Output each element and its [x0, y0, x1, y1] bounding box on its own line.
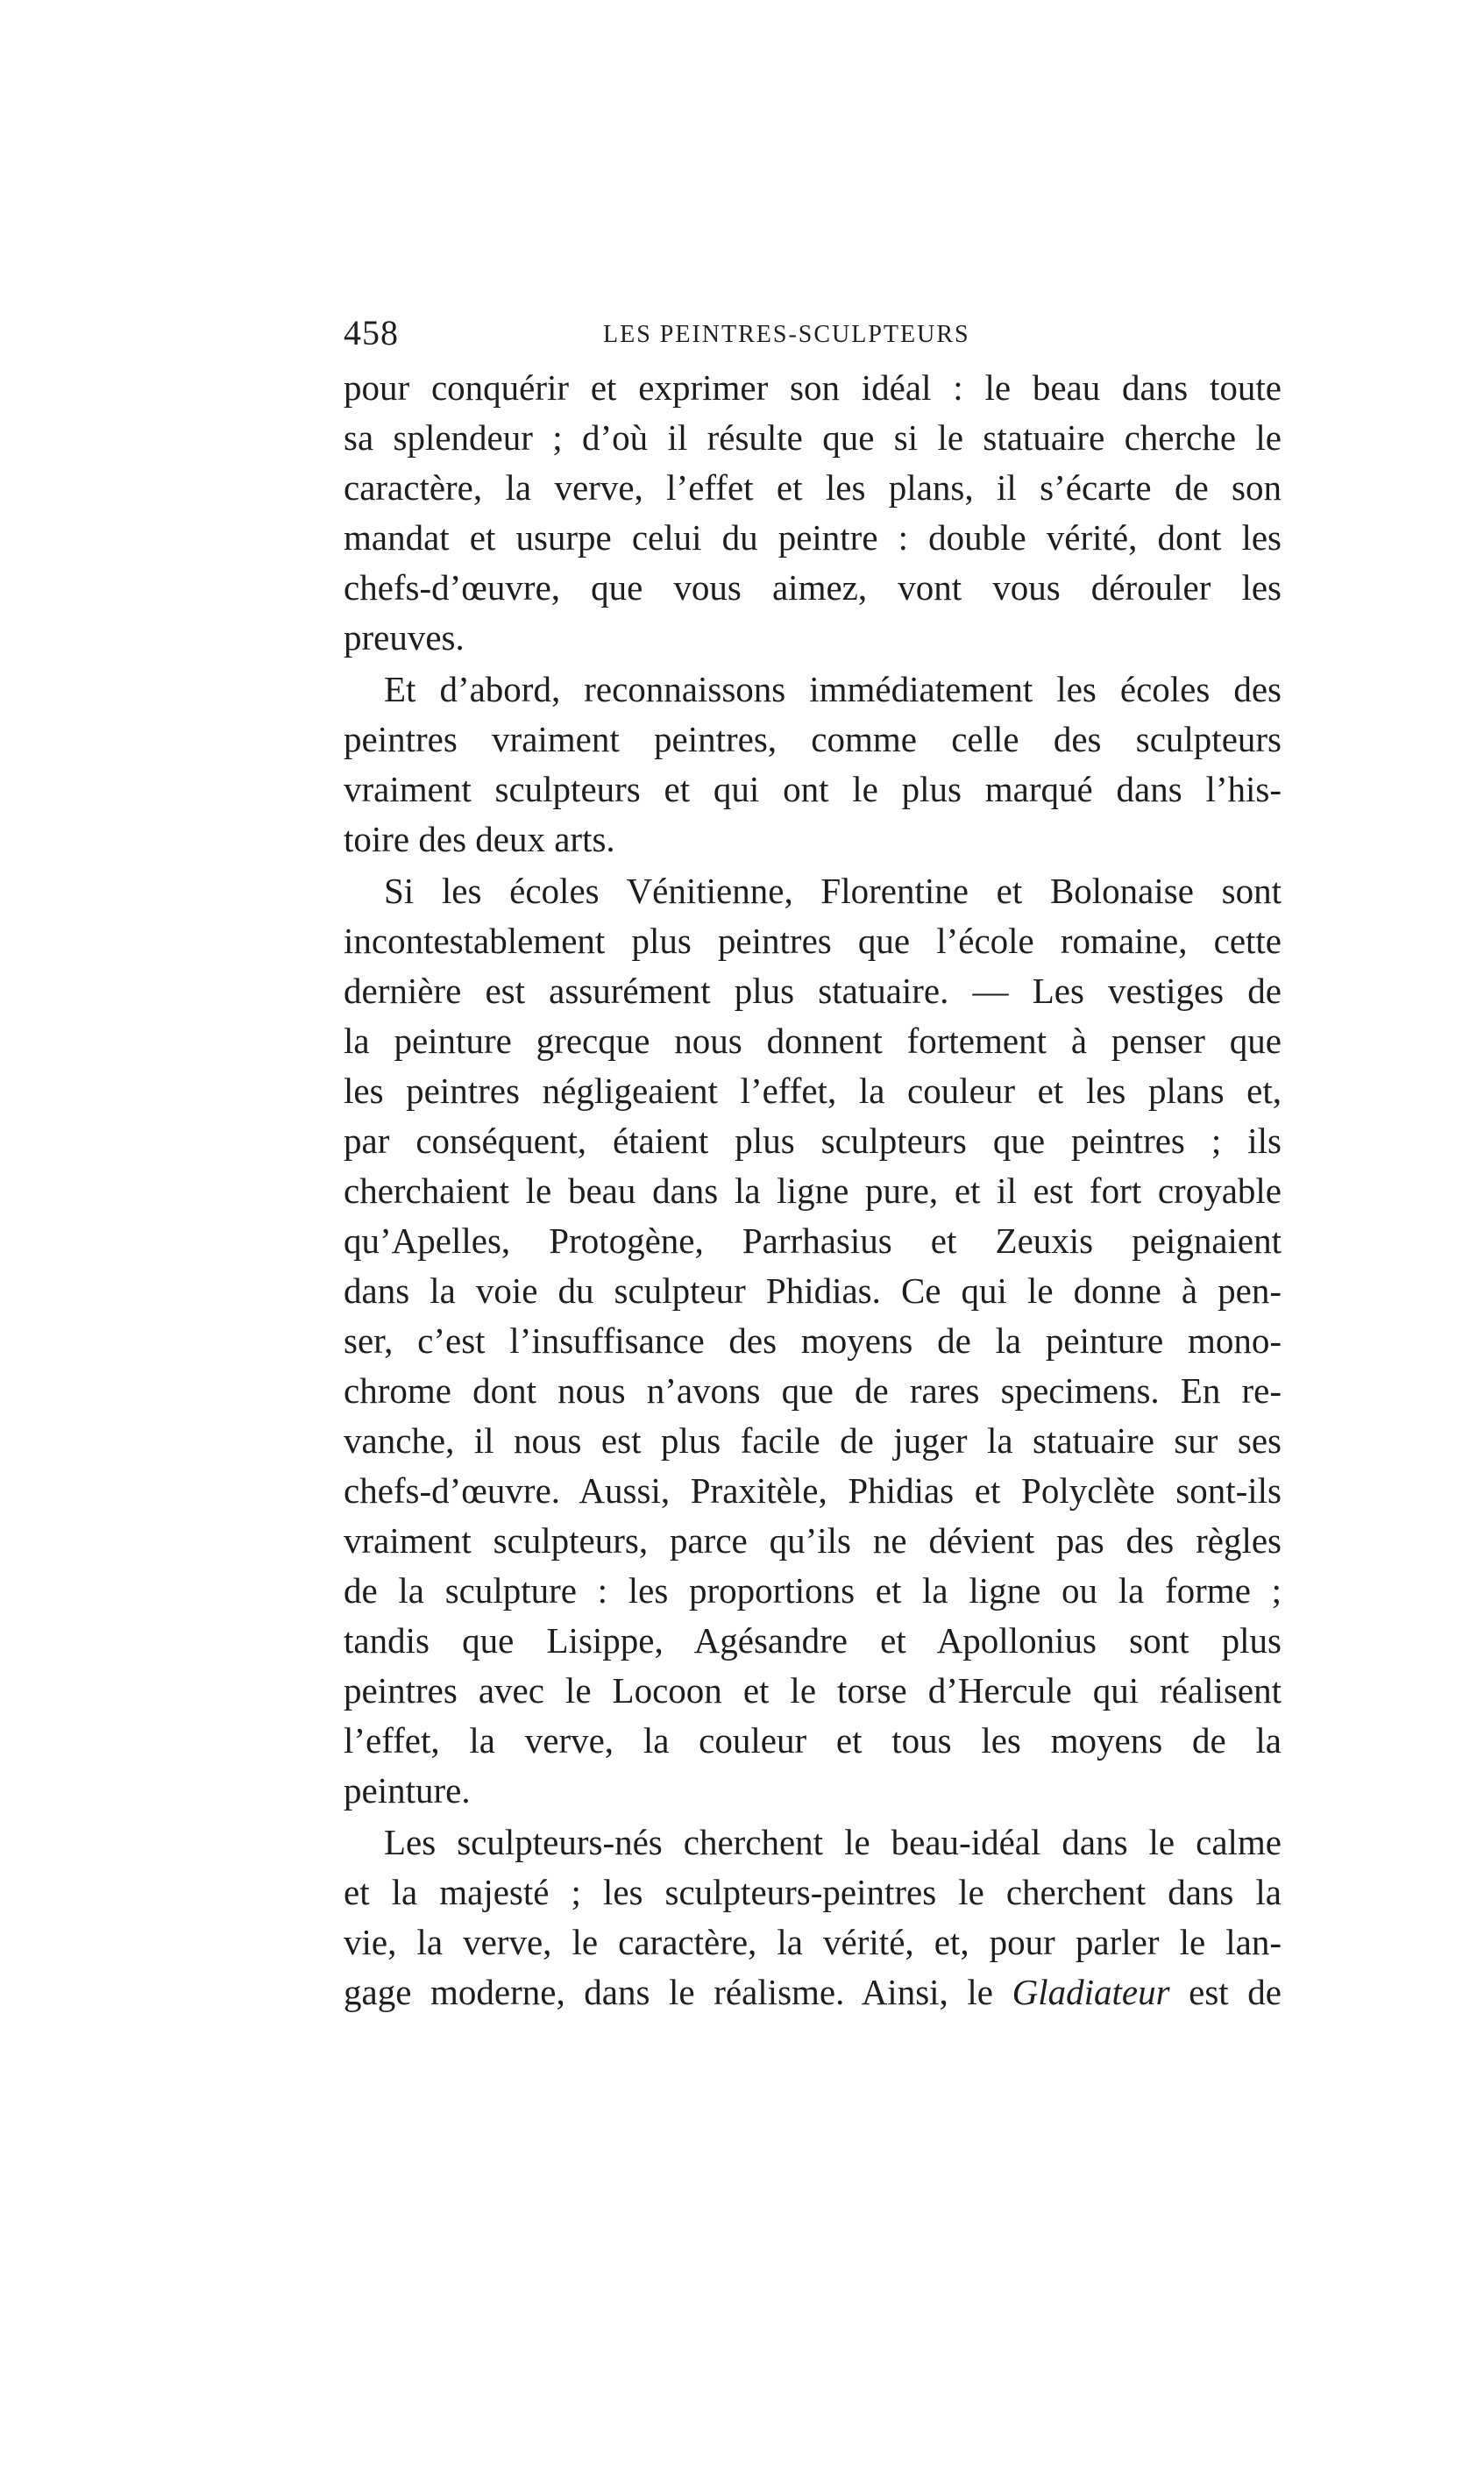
paragraph-first-line: Et d’abord, reconnaissons immédiatement les écoles des: [384, 669, 1282, 709]
text-line: ser, c’est l’insuffisance des moyens de la peinture mono-: [344, 1320, 1282, 1361]
text-fragment: est de: [1189, 1972, 1282, 2012]
text-fragment: gage moderne, dans le réalisme. Ainsi, le: [344, 1972, 993, 2012]
text-line: et la majesté ; les sculpteurs-peintres le cherchent dans la: [344, 1872, 1282, 1912]
text-line: vanche, il nous est plus facile de juger la statuaire sur ses: [344, 1420, 1282, 1461]
text-line: pour conquérir et exprimer son idéal : le beau dans toute: [344, 367, 1282, 408]
text-line: incontestablement plus peintres que l’école romaine, cette: [344, 921, 1282, 961]
text-line: tandis que Lisippe, Agésandre et Apollonius sont plus: [344, 1620, 1282, 1661]
text-line: dans la voie du sculpteur Phidias. Ce qui le donne à pen-: [344, 1270, 1282, 1311]
text-line: toire des deux arts.: [344, 819, 615, 859]
running-head: [344, 312, 1282, 354]
text-line: cherchaient le beau dans la ligne pure, et il est fort croyable: [344, 1170, 1282, 1211]
text-line: vie, la verve, le caractère, la vérité, et, pour parler le lan-: [344, 1922, 1282, 1962]
page-number: 458: [344, 313, 399, 352]
text-line: chefs-d’œuvre. Aussi, Praxitèle, Phidias et Polyclète sont-ils: [344, 1470, 1282, 1511]
text-line: dernière est assurément plus statuaire. — Les vestiges de: [344, 971, 1282, 1011]
body-text: [344, 363, 1282, 2017]
text-line: vraiment sculpteurs et qui ont le plus marqué dans l’his-: [344, 769, 1282, 809]
text-line: caractère, la verve, l’effet et les plans, il s’écarte de son: [344, 467, 1282, 508]
text-line: de la sculpture : les proportions et la ligne ou la forme ;: [344, 1570, 1282, 1611]
text-line: preuves.: [344, 617, 465, 658]
text-line: la peinture grecque nous donnent fortement à penser que: [344, 1021, 1282, 1061]
text-line-final: [344, 1967, 1282, 2017]
text-line: peintres vraiment peintres, comme celle des sculpteurs: [344, 719, 1282, 759]
text-line: chefs-d’œuvre, que vous aimez, vont vous dérouler les: [344, 567, 1282, 608]
running-title: LES PEINTRES-SCULPTEURS: [603, 321, 970, 348]
text-line: chrome dont nous n’avons que de rares specimens. En re-: [344, 1370, 1282, 1411]
italic-title-gladiateur: Gladiateur: [1012, 1972, 1170, 2012]
text-line: mandat et usurpe celui du peintre : double vérité, dont les: [344, 517, 1282, 558]
paragraph-first-line: Les sculpteurs-nés cherchent le beau-idéal dans le calme: [384, 1822, 1282, 1862]
text-line: les peintres négligeaient l’effet, la couleur et les plans et,: [344, 1071, 1282, 1111]
text-line: par conséquent, étaient plus sculpteurs que peintres ; ils: [344, 1121, 1282, 1161]
text-line: sa splendeur ; d’où il résulte que si le statuaire cherche le: [344, 417, 1282, 458]
text-line: vraiment sculpteurs, parce qu’ils ne dévient pas des règles: [344, 1520, 1282, 1561]
text-line: peinture.: [344, 1770, 471, 1811]
text-line: l’effet, la verve, la couleur et tous les moyens de la: [344, 1720, 1282, 1761]
text-line: peintres avec le Locoon et le torse d’Hercule qui réalisent: [344, 1670, 1282, 1711]
paragraph-first-line: Si les écoles Vénitienne, Florentine et Bolonaise sont: [384, 871, 1282, 911]
text-line: qu’Apelles, Protogène, Parrhasius et Zeuxis peignaient: [344, 1220, 1282, 1261]
